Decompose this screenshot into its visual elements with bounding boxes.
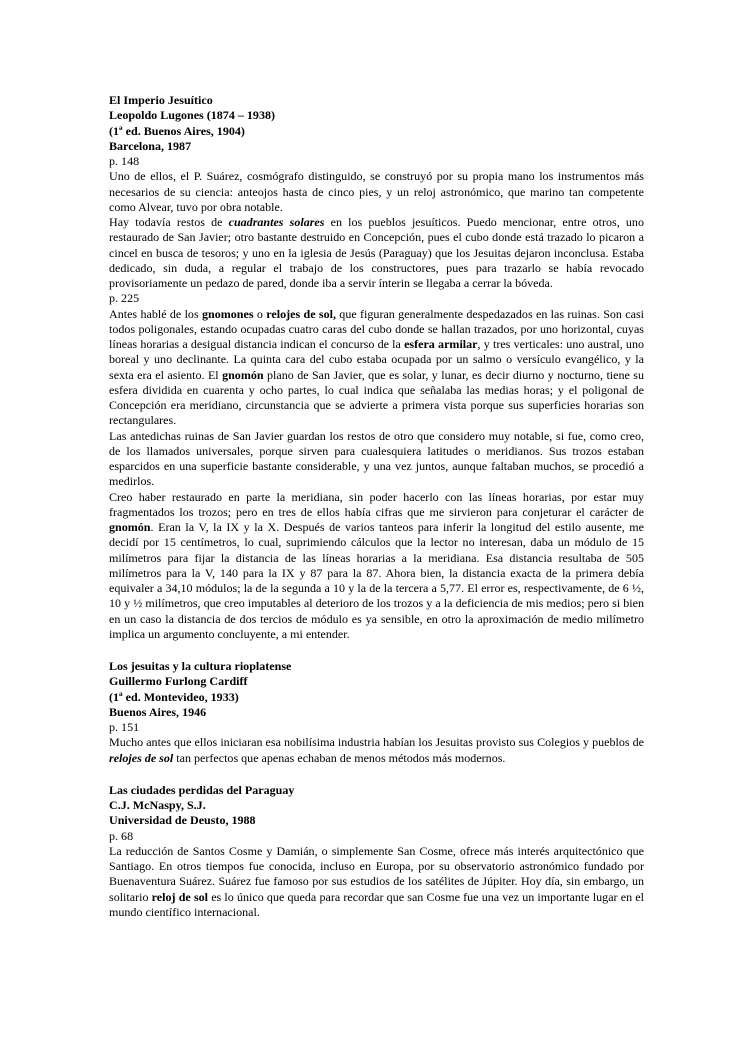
book-meta-line: Barcelona, 1987 — [109, 138, 192, 153]
quote-paragraph — [109, 490, 644, 643]
book-meta-line: (1ª ed. Montevideo, 1933) — [109, 689, 239, 704]
emphasized-term: relojes de sol, — [266, 306, 336, 321]
book-meta-line: Leopoldo Lugones (1874 – 1938) — [109, 108, 275, 123]
emphasized-term: relojes de sol — [109, 750, 174, 765]
page-reference: p. 148 — [109, 154, 140, 168]
book-title: Las ciudades perdidas del Paraguay — [109, 782, 295, 797]
emphasized-term: gnomón — [222, 367, 264, 382]
emphasized-term: gnomones — [202, 306, 254, 321]
book-meta-line: Universidad de Deusto, 1988 — [109, 813, 256, 828]
text-run: Creo haber restaurado en parte la meridiana, sin poder hacerlo con las líneas horarias, por estar muy fragmentados los trozos; pero en tres de ellos había cifras que me sirvieron para conjeturar el carácter de — [109, 489, 644, 519]
quote-paragraph — [109, 215, 644, 291]
quote-paragraph — [109, 429, 644, 490]
book-meta-line: Guillermo Furlong Cardiff — [109, 674, 248, 689]
text-run: en los pueblos jesuíticos. Puedo mencionar, entre otros, uno restaurado de San Javier; otro bastante destruido en Concepción, pues el cubo donde está trazado lo picaron a cincel en busca de tesoros; y uno en la iglesia de Jesús (Paraguay) que los Jesuitas dejaron inconclusa. Estaba dedicado, sin duda, a regular el trabajo de los constructores, pues para trazarlo se había revocado provisoriamente un pedazo de pared, donde iba a servir ínterin se llegaba a cerrar la bóveda. — [109, 215, 644, 290]
book-title: Los jesuitas y la cultura rioplatense — [109, 659, 292, 673]
text-run: plano de San Javier, que es solar, y lunar, es decir diurno y nocturno, tiene su esfera dividida en cuarenta y ocho partes, lo cual indica que señalaba las medias horas; y el poligonal de Concepción era meridiano, circunstancia que se advierte a primera vista porque sus superficies horarias son rectangulares. — [109, 367, 644, 428]
page-reference: p. 151 — [109, 720, 140, 734]
text-run: Hay todavía restos de — [109, 215, 229, 229]
document-page — [109, 93, 644, 937]
quote-paragraph — [109, 307, 644, 429]
text-run: , y tres verticales: uno austral, uno boreal y uno declinante. La quinta cara del cubo estaba ocupada por un salmo o versículo evangélico, y la sexta era el asiento. El — [109, 337, 644, 382]
quote-paragraph — [109, 735, 644, 766]
text-run: Antes hablé de los — [109, 306, 202, 321]
book-meta-line: C.J. McNaspy, S.J. — [109, 798, 206, 812]
page-reference: p. 68 — [109, 828, 134, 843]
emphasized-term: gnomón — [109, 520, 151, 534]
text-run: tan perfectos que apenas echaban de menos métodos más modernos. — [173, 750, 506, 765]
text-run: Mucho antes que ellos iniciaran esa nobilísima industria habían los Jesuitas provisto sus Colegios y pueblos de — [109, 735, 644, 750]
text-run: Uno de ellos, el P. Suárez, cosmógrafo distinguido, se construyó por su propia mano los instrumentos más necesarios de su ciencia: anteojos hasta de cinco pies, y un reloj astronómico, que marino tan competente como Alvear, tuvo por obra notable. — [109, 169, 644, 214]
page-reference: p. 225 — [109, 291, 140, 306]
quote-paragraph — [109, 844, 644, 920]
book-entry — [109, 93, 644, 642]
book-title: El Imperio Jesuítico — [109, 93, 213, 107]
book-meta-line: (1ª ed. Buenos Aires, 1904) — [109, 123, 245, 138]
book-entry — [109, 659, 644, 766]
text-run: La reducción de Santos Cosme y Damián, o simplemente San Cosme, ofrece más interés arquitectónico que Santiago. En otros tiempos fue conocida, incluso en Europa, por su observatorio astronómico fundado por Buenaventura Suárez. Suárez fue famoso por sus estudios de los satélites de Júpiter. Hoy día, sin embargo, un solitario — [109, 843, 644, 904]
text-run: o — [253, 306, 267, 321]
text-run: que figuran generalmente despedazados en las ruinas. Son casi todos poligonales, estando ocupadas cuatro caras del cubo donde se hallan trazados, por uno horizontal, cuyas líneas horarias a desigual distancia indican el concurso de la — [109, 306, 645, 351]
book-entry — [109, 783, 644, 920]
emphasized-term: reloj de sol — [151, 889, 209, 904]
emphasized-term: esfera armilar — [404, 337, 478, 351]
emphasized-term: cuadrantes solares — [228, 215, 325, 229]
book-meta-line: Buenos Aires, 1946 — [109, 704, 207, 719]
text-run: es lo único que queda para recordar que san Cosme fue una vez un importante lugar en el mundo científico internacional. — [109, 889, 644, 919]
quote-paragraph — [109, 169, 644, 215]
text-run: . Eran la V, la IX y la X. Después de varios tanteos para inferir la longitud del estilo ausente, me decidí por 15 centímetros, lo cual, suprimiendo cálculos que la lector no interesan, daba un módulo de 15 milímetros para fijar la distancia de las líneas horarias a la meridiana. Esa distancia resultaba de 505 milímetros para la V, 140 para la IX y 87 para la 87. Ahora bien, la distancia exacta de la primera debía equivaler a 34,10 módulos; la de la segunda a 10 y la de la tercera a 5,77. El error es, respectivamente, de 6 ½, 10 y ½ milímetros, que creo imputables al deterioro de los trozos y a la deficiencia de mis medios; pero si bien en un caso la distancia de dos tercios de módulo es ya sensible, en otro la aproximación de medio milímetro implica un argumento concluyente, a mi entender. — [109, 520, 644, 641]
text-run: Las antedichas ruinas de San Javier guardan los restos de otro que considero muy notable, si fue, como creo, de los llamados universales, porque sirven para cualesquiera latitudes o meridianos. Sus trozos estaban esparcidos en una superficie bastante considerable, y una vez juntos, aunque faltaban muchos, se procedió a medirlos. — [109, 428, 644, 489]
